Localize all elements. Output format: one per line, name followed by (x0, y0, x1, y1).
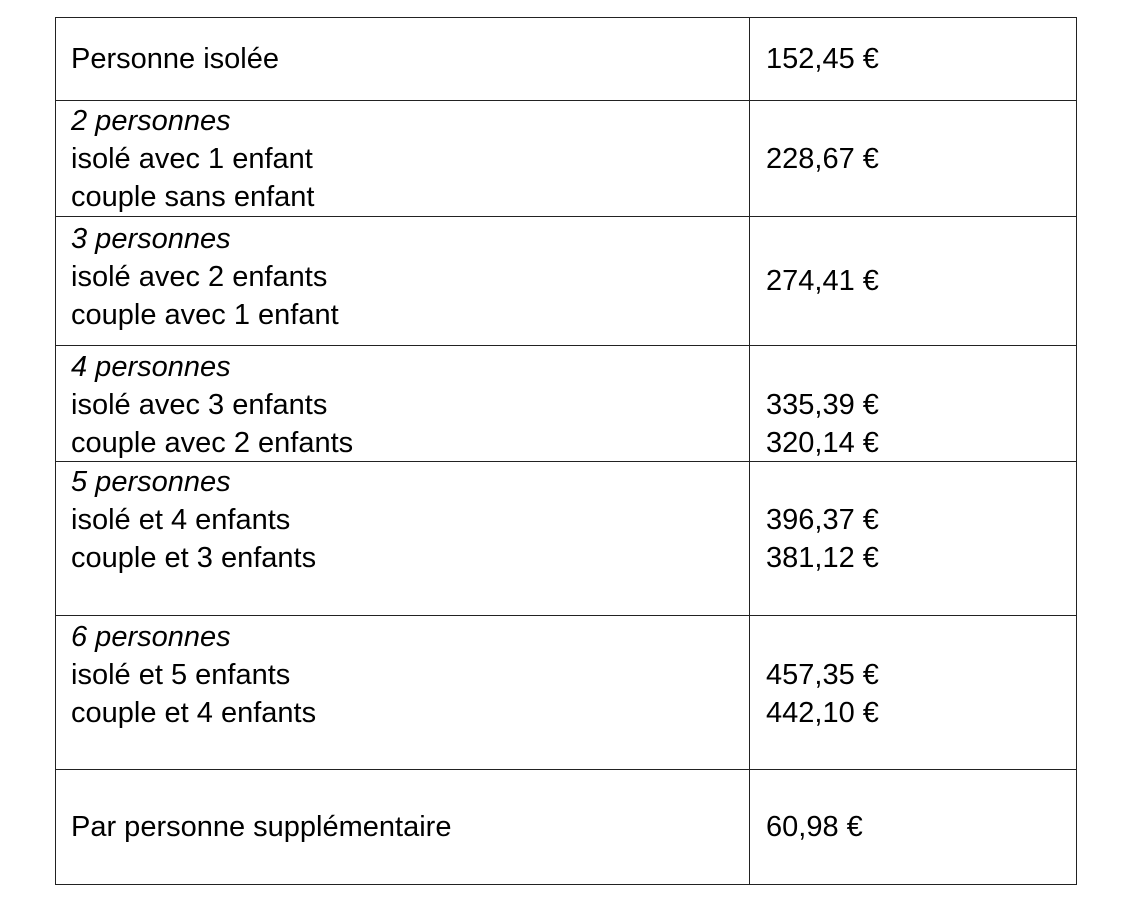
household-composition: couple avec 1 enfant (71, 299, 339, 331)
table-cell-amount (750, 101, 1076, 216)
household-size-heading: 6 personnes (71, 621, 231, 653)
household-label: Personne isolée (71, 43, 279, 75)
amount-value: 152,45 € (766, 43, 879, 75)
household-size-heading: 3 personnes (71, 223, 231, 255)
amount-value: 228,67 € (766, 142, 879, 175)
table-row (56, 18, 1076, 101)
household-composition: couple et 4 enfants (71, 697, 317, 729)
table-cell-amount (750, 346, 1076, 461)
table-cell-household (56, 217, 750, 345)
table-cell-amount (750, 770, 1076, 884)
table-cell-household (56, 462, 750, 615)
table-cell-household (56, 101, 750, 216)
table-cell-amount (750, 217, 1076, 345)
household-size-heading: 4 personnes (71, 351, 231, 383)
table-row (56, 462, 1076, 616)
amount-value: 60,98 € (766, 811, 863, 843)
table-cell-household (56, 616, 750, 769)
table-row (56, 346, 1076, 462)
household-composition: isolé et 5 enfants (71, 659, 291, 691)
amount-value: 442,10 € (766, 697, 879, 729)
household-label: Par personne supplémentaire (71, 811, 452, 843)
household-size-heading: 5 personnes (71, 466, 231, 498)
household-composition: isolé avec 2 enfants (71, 261, 328, 293)
amount-value: 457,35 € (766, 659, 879, 691)
table-row (56, 101, 1076, 217)
household-composition: couple avec 2 enfants (71, 427, 354, 459)
table-cell-household (56, 18, 750, 100)
amount-value: 320,14 € (766, 427, 879, 459)
household-size-heading: 2 personnes (71, 105, 231, 137)
table-cell-household (56, 770, 750, 884)
amount-value: 274,41 € (766, 265, 879, 297)
table-row (56, 217, 1076, 346)
household-composition: isolé et 4 enfants (71, 504, 291, 536)
table-row (56, 770, 1076, 884)
amount-value: 396,37 € (766, 504, 879, 536)
table-cell-amount (750, 616, 1076, 769)
table-row (56, 616, 1076, 770)
household-composition: couple et 3 enfants (71, 542, 317, 574)
amount-value: 381,12 € (766, 542, 879, 574)
table-cell-amount (750, 18, 1076, 100)
household-composition: isolé avec 3 enfants (71, 389, 328, 421)
household-composition: isolé avec 1 enfant (71, 143, 313, 175)
allowance-table (55, 17, 1077, 885)
household-composition: couple sans enfant (71, 181, 315, 213)
table-cell-amount (750, 462, 1076, 615)
table-cell-household (56, 346, 750, 461)
amount-value: 335,39 € (766, 389, 879, 421)
